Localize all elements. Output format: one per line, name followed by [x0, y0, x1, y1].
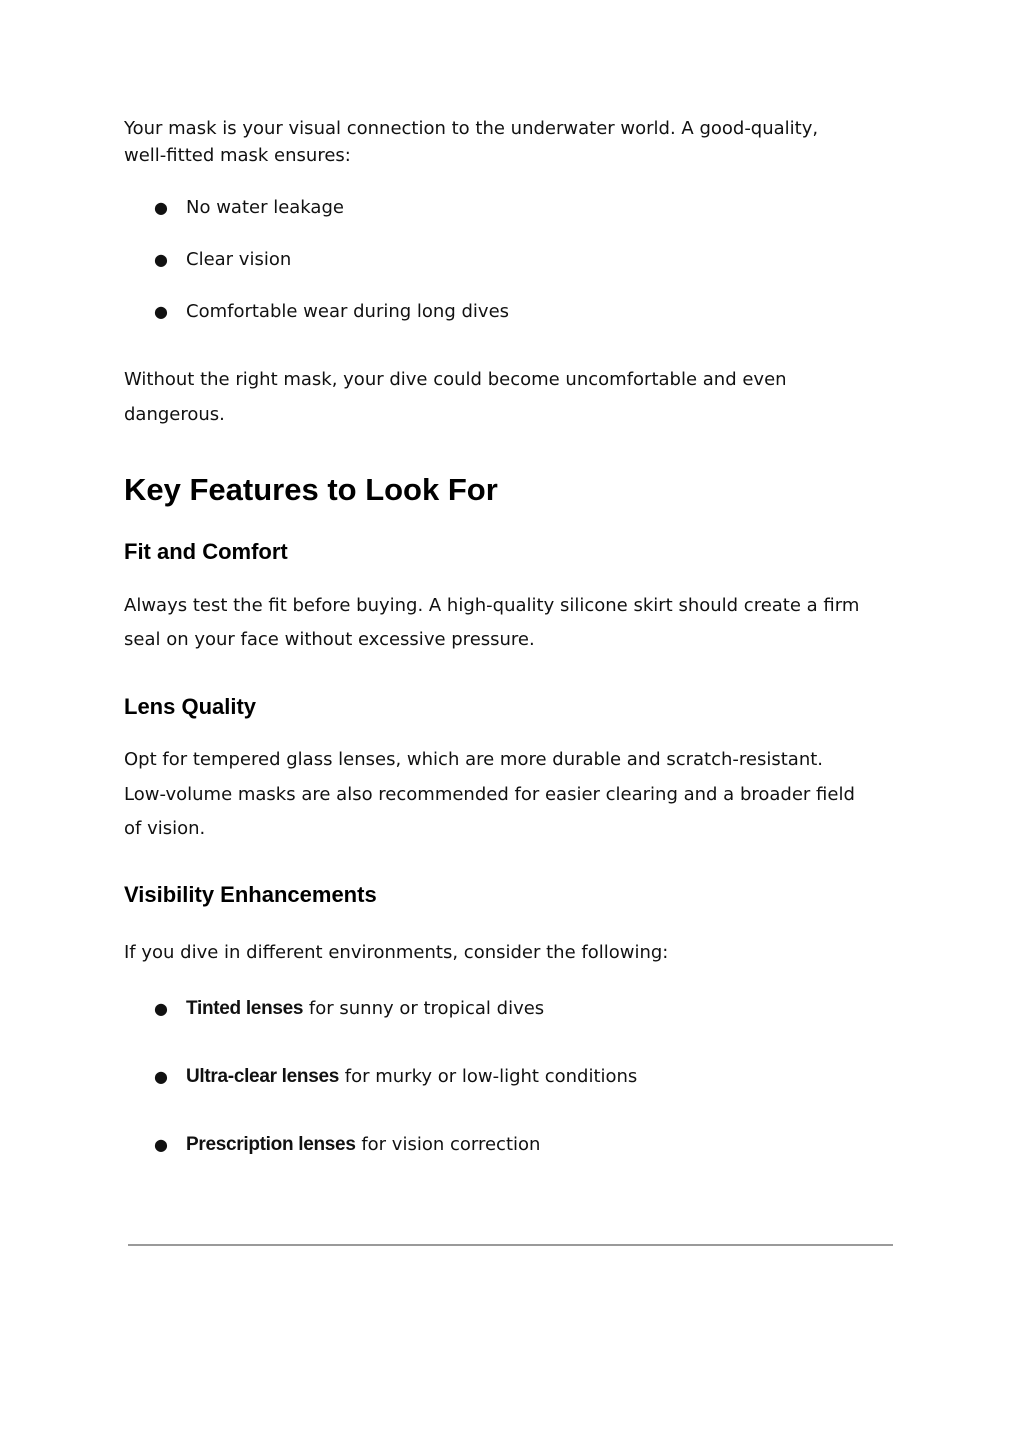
bullet-icon: ●	[154, 999, 168, 1018]
warning-line-2: dangerous.	[124, 404, 225, 425]
list-item	[154, 1060, 637, 1094]
intro-line-1: Your mask is your visual connection to the underwater world. A good-quality,	[124, 118, 819, 139]
list-item	[154, 295, 509, 329]
fit-heading: Fit and Comfort	[124, 539, 288, 564]
intro-line-2: well-fitted mask ensures:	[124, 145, 351, 166]
bullet-icon: ●	[154, 302, 168, 321]
list-item-text: No water leakage	[186, 197, 344, 218]
fit-line-2: seal on your face without excessive pressure.	[124, 629, 535, 650]
bullet-icon: ●	[154, 1135, 168, 1154]
lens-line-2: Low-volume masks are also recommended for easier clearing and a broader field	[124, 784, 855, 805]
lens-type-label: Prescription lenses	[186, 1134, 356, 1155]
lens-type-description: for murky or low-light conditions	[339, 1066, 638, 1087]
bullet-icon: ●	[154, 1067, 168, 1086]
fit-line-1: Always test the fit before buying. A high-quality silicone skirt should create a firm	[124, 595, 860, 616]
bullet-icon: ●	[154, 250, 168, 269]
list-item	[154, 1128, 540, 1162]
list-item	[154, 243, 291, 277]
lens-line-3: of vision.	[124, 818, 206, 839]
list-item	[154, 992, 544, 1026]
list-item	[154, 191, 344, 225]
list-item-text: Clear vision	[186, 249, 292, 270]
bullet-icon: ●	[154, 198, 168, 217]
lens-type-description: for sunny or tropical dives	[303, 998, 545, 1019]
lens-type-label: Ultra-clear lenses	[186, 1066, 340, 1087]
lens-heading: Lens Quality	[124, 694, 257, 719]
visibility-heading: Visibility Enhancements	[124, 882, 377, 907]
warning-line-1: Without the right mask, your dive could become uncomfortable and even	[124, 369, 787, 390]
section-title: Key Features to Look For	[124, 472, 498, 507]
visibility-intro: If you dive in different environments, consider the following:	[124, 942, 669, 963]
horizontal-divider	[128, 1244, 893, 1246]
lens-type-label: Tinted lenses	[186, 998, 304, 1019]
list-item-text: Comfortable wear during long dives	[186, 301, 510, 322]
lens-line-1: Opt for tempered glass lenses, which are more durable and scratch-resistant.	[124, 749, 824, 770]
lens-type-description: for vision correction	[355, 1134, 541, 1155]
